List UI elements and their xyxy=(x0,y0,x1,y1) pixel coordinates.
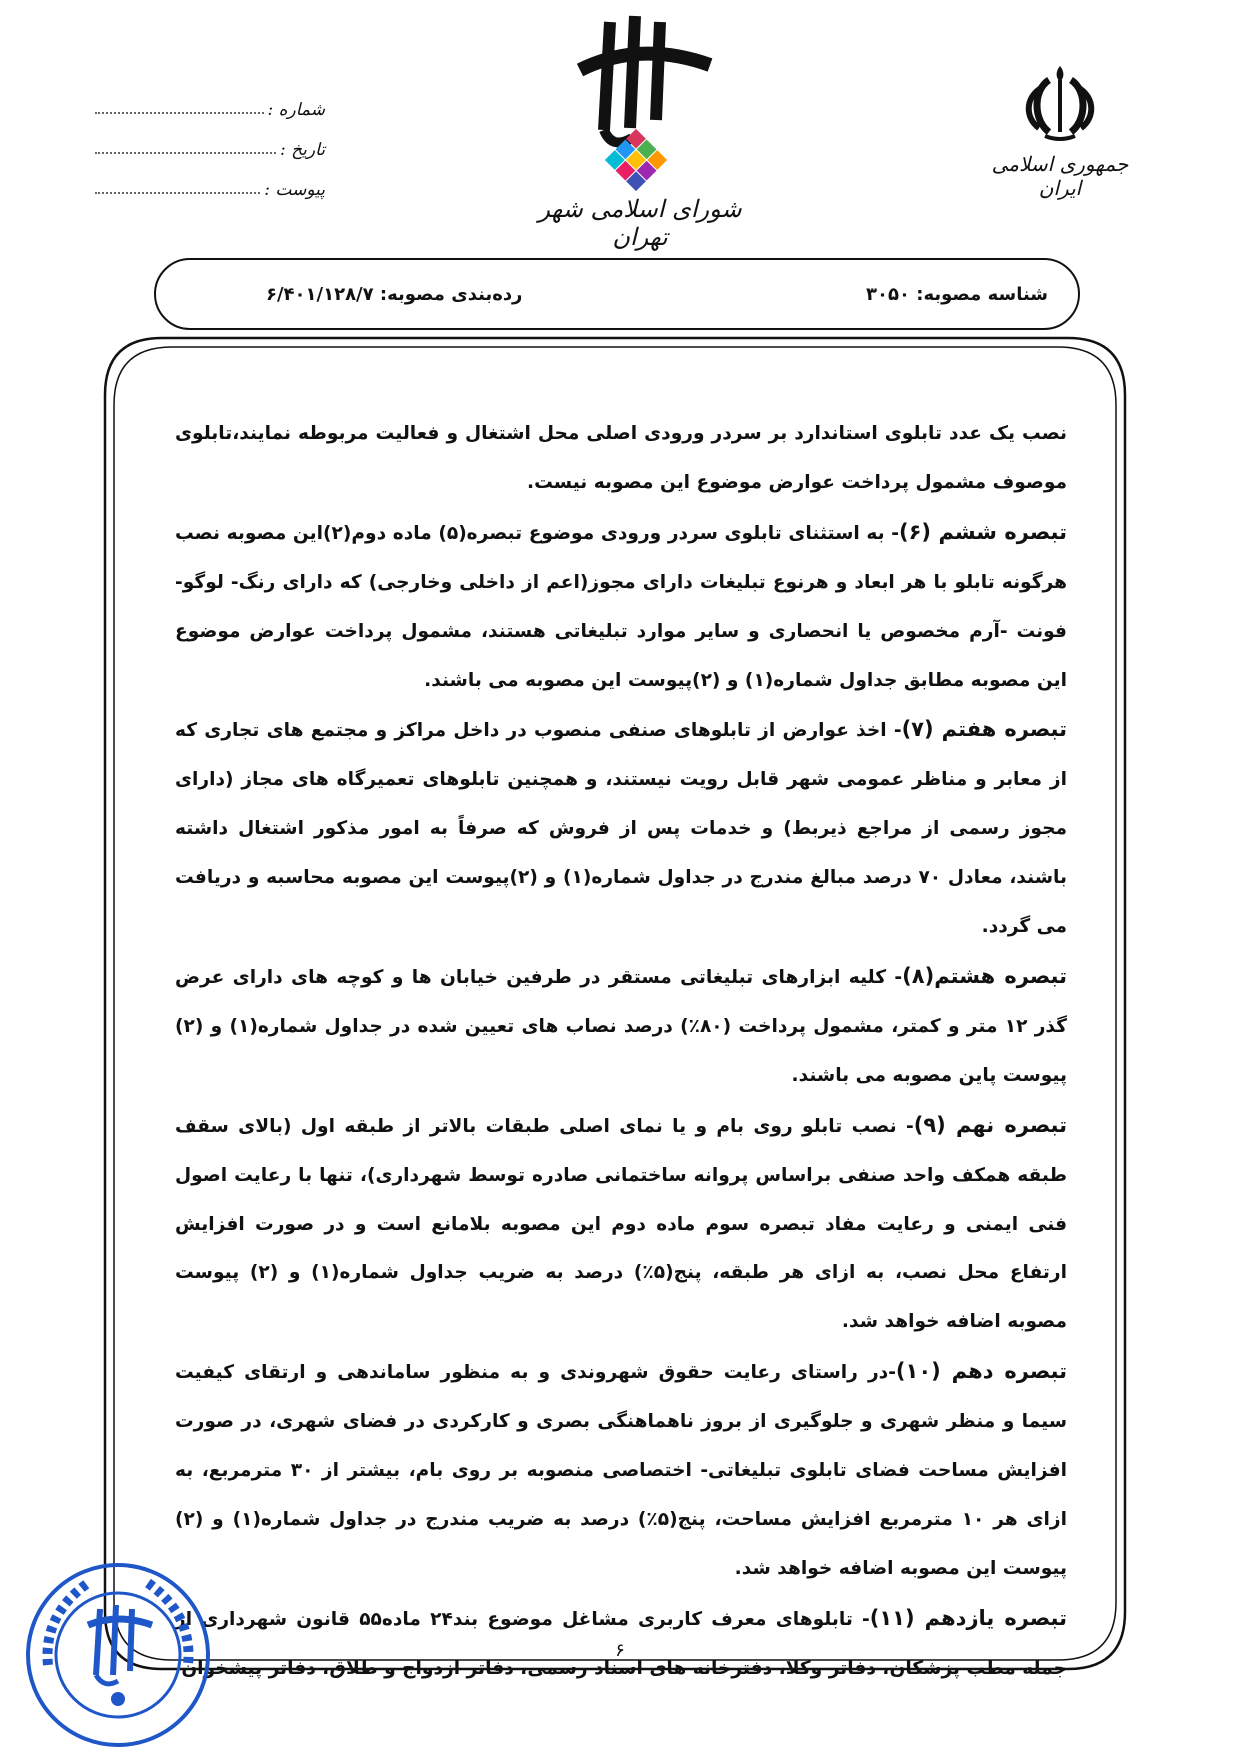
meta-date-line xyxy=(95,152,276,154)
meta-date-row xyxy=(95,120,325,160)
note-heading: تبصره هفتم (۷) xyxy=(901,717,1068,742)
note-text: - کلیه ابزارهای تبلیغاتی مستقر در طرفین خیابان ها و کوچه های دارای عرض گذر ۱۲ متر و کمتر، مشمول پرداخت (۸۰٪) درصد نصاب های تعیین شده در جداول شماره(۱) و (۲) پیوست پاین مصوبه می باشند. xyxy=(175,966,1067,1086)
resolution-body xyxy=(175,410,1067,1694)
resolution-id: شناسه مصوبه: ۳۰۵۰ xyxy=(866,283,1048,305)
seal-icon xyxy=(18,1555,218,1755)
meta-number-line xyxy=(95,112,264,114)
body-paragraph xyxy=(175,508,1067,706)
council-logo xyxy=(520,10,760,250)
meta-attachment-row xyxy=(95,160,325,200)
note-text: - به استثنای تابلوی سردر ورودی موضوع تبصره(۵) ماده دوم(۲)این مصوبه نصب هرگونه تابلو با هر ابعاد و هرنوع تبلیغات دارای مجوز(اعم از داخلی وخارجی) که دارای رنگ- لوگو-فونت -آرم مخصوص یا انحصاری و سایر موارد تبلیغاتی هستند، مشمول پرداخت عوارض موضوع این مصوبه مطابق جداول شماره(۱) و (۲)پیوست این مصوبه می باشند. xyxy=(175,522,1067,691)
resolution-id-box xyxy=(154,258,1080,330)
council-caption: شورای اسلامی شهر تهران xyxy=(538,195,742,251)
body-paragraph xyxy=(175,952,1067,1101)
note-heading: تبصره هشتم(۸) xyxy=(902,963,1067,988)
council-logo-icon xyxy=(540,10,740,195)
council-seal-stamp xyxy=(18,1555,218,1755)
body-paragraph xyxy=(175,410,1067,508)
note-text: - اخذ عوارض از تابلوهای صنفی منصوب در داخل مراکز و مجتمع های تجاری که از معابر و مناظر عمومی شهر قابل رویت نیستند، و همچنین تابلوهای تعمیرگاه های مجاز (دارای مجوز رسمی از مراجع ذیربط) و خدمات پس از فروش که صرفاً به امور مذکور اشتغال داشته باشند، معادل ۷۰ درصد مبالغ مندرج در جداول شماره(۱) و (۲)پیوست این مصوبه محاسبه و دریافت می گردد. xyxy=(175,720,1067,938)
iran-emblem-icon xyxy=(1015,58,1105,148)
emblem-caption: جمهوری اسلامی ایران xyxy=(991,152,1129,200)
body-paragraph xyxy=(175,1347,1067,1594)
meta-number-label: شماره : xyxy=(267,100,325,120)
meta-number-row xyxy=(95,80,325,120)
note-text: نصب یک عدد تابلوی استاندارد بر سردر ورودی اصلی محل اشتغال و فعالیت مربوطه نمایند،تابلوی موصوف مشمول پرداخت عوارض موضوع این مصوبه نیست. xyxy=(175,423,1067,493)
meta-date-label: تاریخ : xyxy=(280,140,325,160)
note-heading: تبصره ششم (۶) xyxy=(898,519,1067,544)
note-text: -در راستای رعایت حقوق شهروندی و به منظور ساماندهی و ارتقای کیفیت سیما و منظر شهری و جلوگیری از بروز ناهماهنگی بصری و کارکردی در فضای شهری، در صورت افزایش مساحت فضای تابلوی تبلیغاتی- اختصاصی منصوبه بر روی بام، بیشتر از ۳۰ مترمربع، به ازای هر ۱۰ مترمربع افزایش مساحت، پنج(۵٪) درصد به ضریب مندرج در جداول شماره(۱) و (۲) پیوست این مصوبه اضافه خواهد شد. xyxy=(175,1362,1067,1579)
note-text: - تابلوهای معرف کاربری مشاغل موضوع بند۲۴ ماده۵۵ قانون شهرداری از جمله مطب پزشکان، دفاتر وکلا، دفترخانه های اسناد رسمی، دفاتر ازدواج و طلاق، دفاتر پیشخوان xyxy=(175,1608,1067,1679)
meta-attachment-line xyxy=(95,192,260,194)
body-paragraph xyxy=(175,705,1067,952)
page-number: ۶ xyxy=(615,1640,625,1661)
note-text: - نصب تابلو روی بام و یا نمای اصلی طبقات بالاتر از طبقه اول (بالای سقف طبقه همکف واحد صنفی براساس پروانه ساختمانی صادره توسط شهرداری)، تنها با رعایت اصول فنی ایمنی و رعایت مفاد تبصره سوم ماده دوم این مصوبه بلامانع است و در صورت افزایش ارتفاع محل نصب، به ازای هر طبقه، پنج(۵٪) درصد به ضریب جداول شماره(۱) و (۲) پیوست مصوبه اضافه خواهد شد. xyxy=(175,1115,1067,1333)
note-heading: تبصره دهم (۱۰) xyxy=(895,1359,1067,1384)
meta-attachment-label: پیوست : xyxy=(264,180,325,200)
note-heading: تبصره یازدهم (۱۱) xyxy=(869,1605,1067,1630)
note-heading: تبصره نهم (۹) xyxy=(913,1112,1068,1137)
iran-emblem xyxy=(985,58,1135,208)
body-paragraph xyxy=(175,1101,1067,1348)
resolution-class: رده‌بندی مصوبه: ۶/۴۰۱/۱۲۸/۷ xyxy=(266,283,523,305)
letter-meta xyxy=(95,80,325,200)
